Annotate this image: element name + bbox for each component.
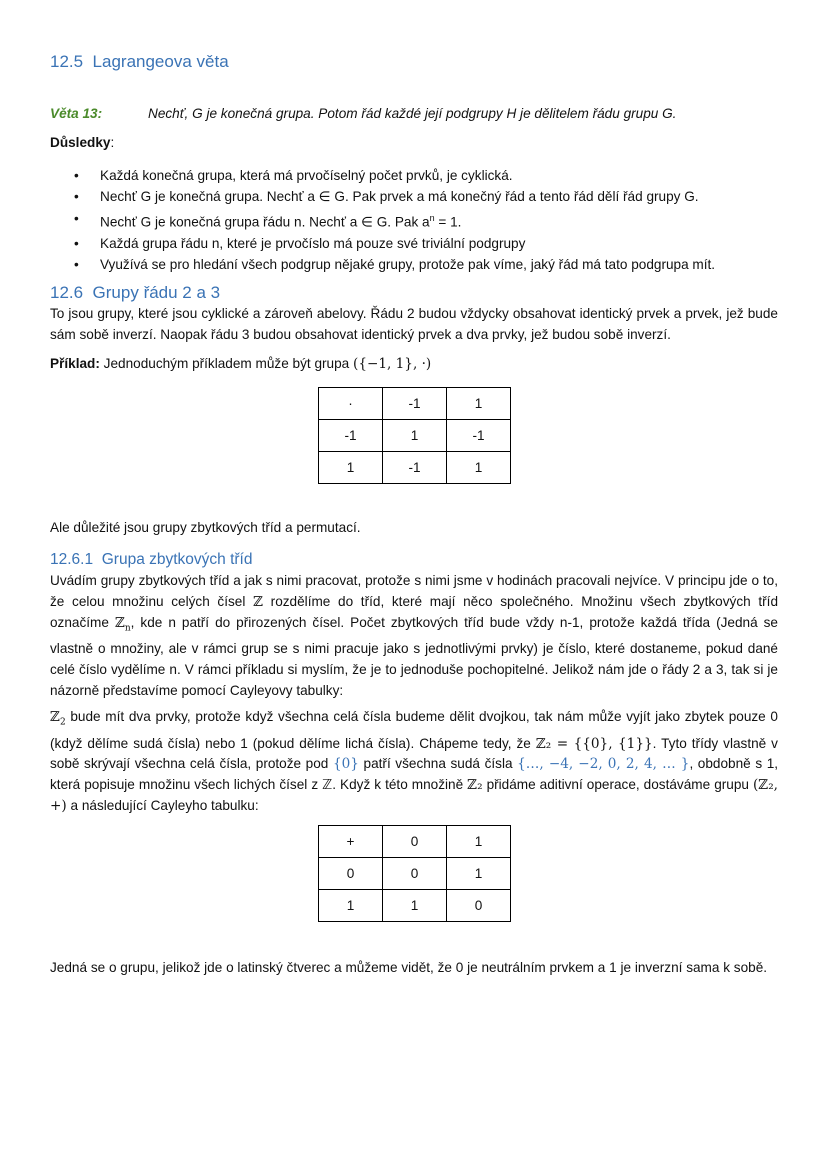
section-heading-12-6 bbox=[50, 283, 220, 303]
list-item: • Nechť G je konečná grupa. Nechť a ∈ G. Pak prvek a má konečný řád a tento řád dělí řád grupy G. bbox=[50, 186, 778, 207]
example-label: Příklad: bbox=[50, 356, 100, 371]
table-row bbox=[319, 826, 511, 858]
section-number: 12.6.1 bbox=[50, 551, 94, 568]
table-row bbox=[319, 420, 511, 452]
consequences-heading: Důsledky bbox=[50, 135, 111, 150]
bullet-icon: • bbox=[74, 257, 79, 273]
section-title: Grupy řádu 2 a 3 bbox=[92, 283, 221, 302]
section-number: 12.5 bbox=[50, 52, 84, 71]
table-cell: 0 bbox=[383, 858, 447, 890]
table-cell: · bbox=[319, 388, 383, 420]
list-item: • Každá konečná grupa, která má prvočíselný počet prvků, je cyklická. bbox=[50, 165, 778, 186]
table-cell: -1 bbox=[383, 452, 447, 484]
table-cell: 0 bbox=[447, 890, 511, 922]
paragraph-important-groups: Ale důležité jsou grupy zbytkových tříd a permutací. bbox=[50, 520, 361, 535]
paragraph-residue-classes: Uvádím grupy zbytkových tříd a jak s nimi pracovat, protože s nimi jsme v hodinách pracovali nejvíce. V principu jde o to, že celou množinu celých čísel ℤ rozdělíme do tříd, které mají něco společného. Množinu všech zbytkových tříd označíme ℤ$_n$, kde n patří do přirozených čísel. Počet zbytkových tříd bude vždy n-1, protože každá třída (Jedná se vlastně o množiny, ale v rámci grup se s nimi pracuje jako s jednotlivými prvky) je číslo, které dostaneme, pokud dané celé číslo vydělíme n. V rámci příkladu si myslím, že je to jednoduše pochopitelné. Jelikož nám jde o řády 2 a 3, tak si je názorně představíme pomocí Cayleyovy tabulky: bbox=[50, 573, 779, 698]
z2-symbol: ℤ₂ bbox=[467, 777, 483, 794]
section-number: 12.6 bbox=[50, 283, 84, 302]
table-cell: 1 bbox=[383, 420, 447, 452]
paragraph-z2: ℤ$_2$ bude mít dva prvky, protože když všechna celá čísla budeme dělit dvojkou, tak nám může vyjít jako zbytek pouze 0 (když dělíme sudá čísla) nebo 1 (pokud dělíme lichá čísla). Chápeme tedy, že ℤ₂ = {{0}, {1}}. Tyto třídy vlastně v sobě skrývají všechna celá čísla, protože pod {0} patří všechna sudá čísla {…, −4, −2, 0, 2, 4, … }, obdobně s 1, která popisuje množinu všech lichých čísel z ℤ. Když k této množině ℤ₂ přidáme aditivní operace, dostáváme grupu (ℤ₂, +) a následující Cayleyho tabulku: bbox=[50, 709, 779, 814]
group-notation: (ℤ₂, +) bbox=[50, 777, 778, 814]
section-title: Grupa zbytkových tříd bbox=[101, 551, 253, 568]
section-heading-12-6-1 bbox=[50, 551, 253, 569]
table-cell: 1 bbox=[447, 858, 511, 890]
table-cell: -1 bbox=[447, 420, 511, 452]
example-math: ({−1, 1}, ·) bbox=[353, 356, 432, 372]
table-cell: 1 bbox=[383, 890, 447, 922]
zn-symbol: ℤ$_n$ bbox=[114, 614, 131, 634]
table-row bbox=[319, 388, 511, 420]
paragraph-groups-intro: To jsou grupy, které jsou cyklické a zároveň abelovy. Řádu 2 budou vždycky obsahovat identický prvek a prvek, jež bude sám sobě inverzí. Naopak řádu 3 budou obsahovat identický prvek a dva prvky, jež budou sobě inverzí. bbox=[50, 306, 778, 342]
table-cell: -1 bbox=[383, 388, 447, 420]
bullet-icon: • bbox=[74, 168, 79, 183]
theorem-text: Nechť, G je konečná grupa. Potom řád každé její podgrupy H je dělitelem řádu grupu G. bbox=[148, 106, 677, 121]
bullet-icon: • bbox=[74, 189, 79, 205]
table-row bbox=[319, 452, 511, 484]
example-text: Jednoduchým příkladem může být grupa bbox=[103, 356, 350, 371]
table-cell: 1 bbox=[447, 388, 511, 420]
table-cell: + bbox=[319, 826, 383, 858]
bullet-icon: • bbox=[74, 235, 79, 251]
table-row bbox=[319, 858, 511, 890]
z2-symbol: ℤ$_2$ bbox=[50, 709, 66, 728]
theorem-label: Věta 13: bbox=[50, 106, 103, 121]
consequences-list bbox=[50, 165, 778, 276]
list-item: • Každá grupa řádu n, které je prvočíslo má pouze své triviální podgrupy bbox=[50, 233, 778, 254]
even-set: {…, −4, −2, 0, 2, 4, … } bbox=[517, 756, 690, 773]
list-item: • Nechť G je konečná grupa řádu n. Nechť a ∈ G. Pak $a^n = 1$. bbox=[50, 208, 778, 233]
example-line bbox=[50, 354, 778, 375]
z2-equation: ℤ₂ = {{0}, {1}} bbox=[535, 735, 653, 752]
list-item: • Využívá se pro hledání všech podgrup nějaké grupy, protože pak víme, jaký řád má tato podgrupa mít. bbox=[50, 254, 778, 275]
table-cell: 0 bbox=[319, 858, 383, 890]
table-cell: 1 bbox=[319, 452, 383, 484]
table-cell: 0 bbox=[383, 826, 447, 858]
cayley-table-addition bbox=[318, 825, 511, 922]
zero-class: {0} bbox=[332, 756, 359, 773]
section-heading-12-5 bbox=[50, 52, 229, 72]
consequences-heading-line bbox=[50, 135, 114, 150]
section-title: Lagrangeova věta bbox=[92, 52, 229, 71]
table-cell: 1 bbox=[447, 452, 511, 484]
table-row bbox=[319, 890, 511, 922]
table-cell: 1 bbox=[447, 826, 511, 858]
table-cell: -1 bbox=[319, 420, 383, 452]
bullet-icon: • bbox=[74, 210, 79, 226]
cayley-table-multiplication bbox=[318, 387, 511, 484]
integers-symbol: ℤ bbox=[253, 593, 263, 610]
paragraph-conclusion: Jedná se o grupu, jelikož jde o latinský čtverec a můžeme vidět, že 0 je neutrálním prvkem a 1 je inverzní sama k sobě. bbox=[50, 960, 768, 975]
table-cell: 1 bbox=[319, 890, 383, 922]
consequences-colon: : bbox=[110, 135, 115, 150]
